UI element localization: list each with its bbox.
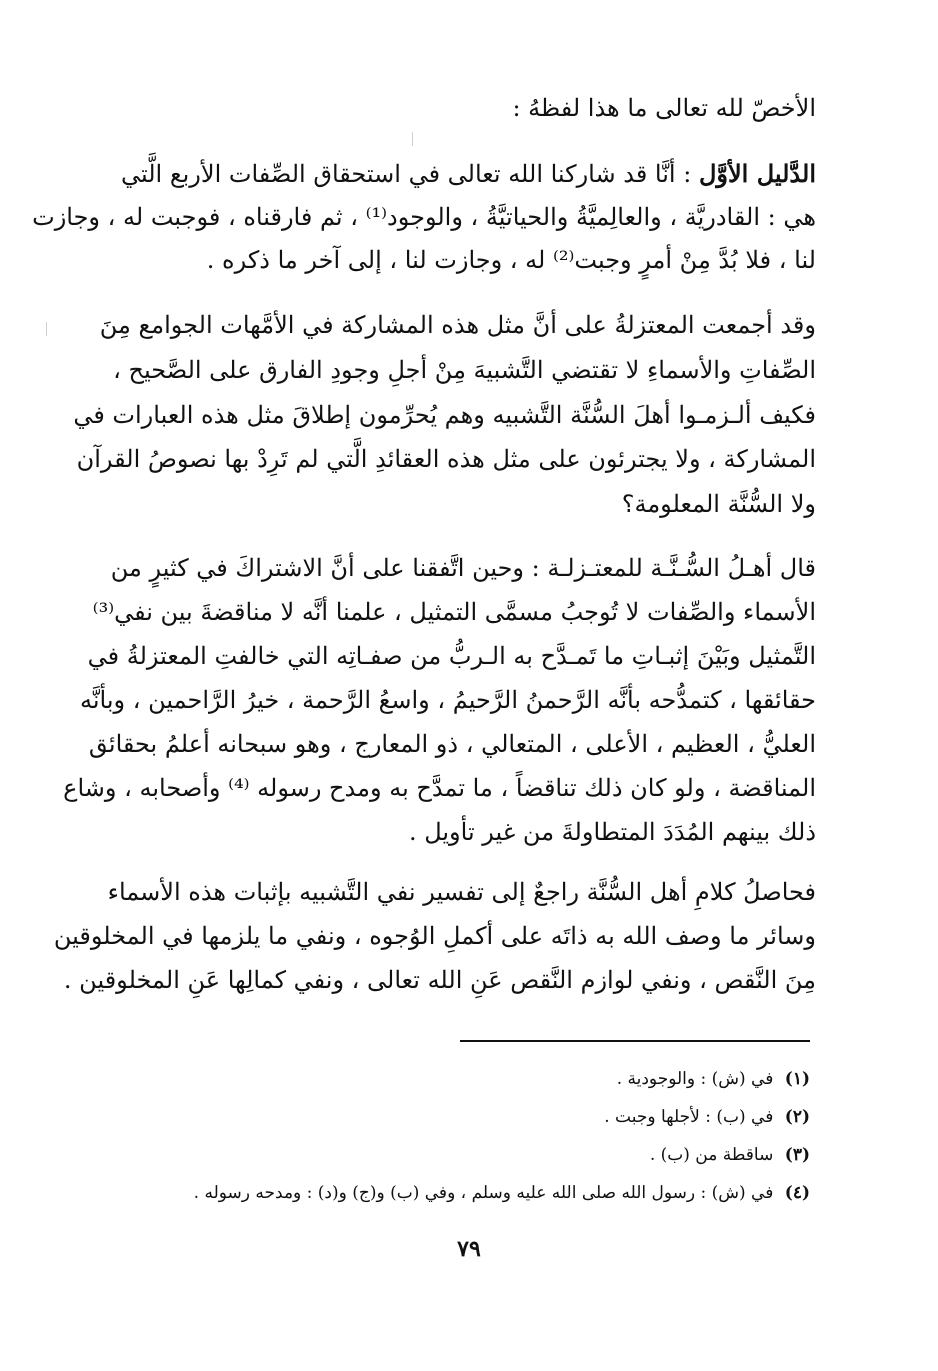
footnote-number: (٤) [784, 1183, 810, 1203]
paragraph-1-line-1 [121, 156, 816, 192]
footnote-divider [460, 1040, 810, 1042]
paragraph-3-line-1: قال أهـلُ السُّـنَّـة للمعتـزلـة : وحين اتَّفقنا على أنَّ الاشتراكَ في كثيرٍ من [110, 554, 816, 582]
footnote-text: ساقطة من (ب) . [649, 1145, 774, 1165]
paragraph-2-line-2: الصِّفاتِ والأسماءِ لا تقتضي التَّشبيهَ مِنْ أجلِ وجودِ الفارق على الصَّحيح ، [113, 356, 816, 384]
paragraph-2-line-5: ولا السُّنَّة المعلومة؟ [621, 490, 816, 518]
footnote-text: في (ش) : والوجودية . [616, 1069, 774, 1089]
paragraph-3-line-2: الأسماء والصِّفات لا تُوجبُ مسمَّى التمثيل ، علمنا أنَّه لا مناقضةَ بين نفي⁽³⁾ [92, 598, 816, 626]
paragraph-4-line-3: مِنَ النَّقص ، ونفي لوازم النَّقص عَنِ الله تعالى ، ونفي كمالِها عَنِ المخلوقين . [63, 966, 816, 994]
footnote-number: (١) [784, 1069, 810, 1089]
footnote-text: في (ش) : رسول الله صلى الله عليه وسلم ، وفي (ب) و(ج) و(د) : ومدحه رسوله . [193, 1183, 774, 1203]
paragraph-3-line-3: التَّمثيل وبَيْنَ إثبـاتِ ما تَمـدَّح به الـربُّ من صفـاتِه التي خالفتِ المعتزلةُ في [87, 642, 816, 670]
paragraph-2-line-1: وقد أجمعت المعتزلةُ على أنَّ مثل هذه المشاركة في الأمَّهات الجوامع مِنَ [99, 311, 816, 339]
evidence-label: الدَّليل الأوَّل [698, 159, 816, 188]
paragraph-3-line-4: حقائقها ، كتمدُّحه بأنَّه الرَّحمنُ الرَّحيمُ ، واسعُ الرَّحمة ، خيرُ الرَّاحمين ، وبأنَّه [79, 686, 816, 714]
paragraph-4-line-2: وسائر ما وصف الله به ذاتَه على أكملِ الوُجوه ، ونفي ما يلزمها في المخلوقين [53, 922, 816, 950]
footnote-text: في (ب) : لأجلها وجبت . [604, 1107, 774, 1127]
paragraph-1-line-1-text: : أنَّا قد شاركنا الله تعالى في استحقاق الصِّفات الأربع الَّتي [121, 160, 692, 188]
paragraph-3-line-7: ذلك بينهم المُدَدَ المتطاولةَ من غير تأويل . [408, 818, 816, 846]
scan-fleck [412, 132, 413, 146]
footnote-number: (٣) [784, 1145, 810, 1165]
page-number: ٧٩ [457, 1236, 481, 1262]
paragraph-1-line-2: هي : القادريَّة ، والعالِميَّةُ والحياتيَّةُ ، والوجود⁽¹⁾ ، ثم فارقناه ، فوجبت له ، وجازت [32, 203, 816, 231]
paragraph-2-line-3: فكيف ألـزمـوا أهلَ السُّنَّة التَّشبيه وهم يُحرِّمون إطلاقَ مثل هذه العبارات في [73, 401, 816, 429]
paragraph-3-line-6: المناقضة ، ولو كان ذلك تناقضاً ، ما تمدَّح به ومدح رسوله ⁽⁴⁾ وأصحابه ، وشاع [63, 774, 816, 802]
footnote-2 [604, 1104, 810, 1130]
footnote-number: (٢) [784, 1107, 810, 1127]
paragraph-2-line-4: المشاركة ، ولا يجترئون على مثل هذه العقائدِ الَّتي لم تَرِدْ بها نصوصُ القرآن [76, 445, 816, 473]
footnote-4 [194, 1180, 810, 1206]
paragraph-1-line-3: لنا ، فلا بُدَّ مِنْ أمرٍ وجبت⁽²⁾ له ، وجازت لنا ، إلى آخر ما ذكره . [206, 246, 816, 274]
footnote-3 [650, 1142, 810, 1168]
intro-line: الأخصّ لله تعالى ما هذا لفظهُ : [512, 94, 816, 122]
footnote-1 [617, 1066, 810, 1092]
paragraph-4-line-1: فحاصلُ كلامِ أهل السُّنَّة راجعٌ إلى تفسير نفي التَّشبيه بإثبات هذه الأسماء [107, 878, 816, 906]
paragraph-3-line-5: العليُّ ، العظيم ، الأعلى ، المتعالي ، ذو المعارج ، وهو سبحانه أعلمُ بحقائق [88, 730, 816, 758]
scan-fleck [46, 322, 47, 336]
